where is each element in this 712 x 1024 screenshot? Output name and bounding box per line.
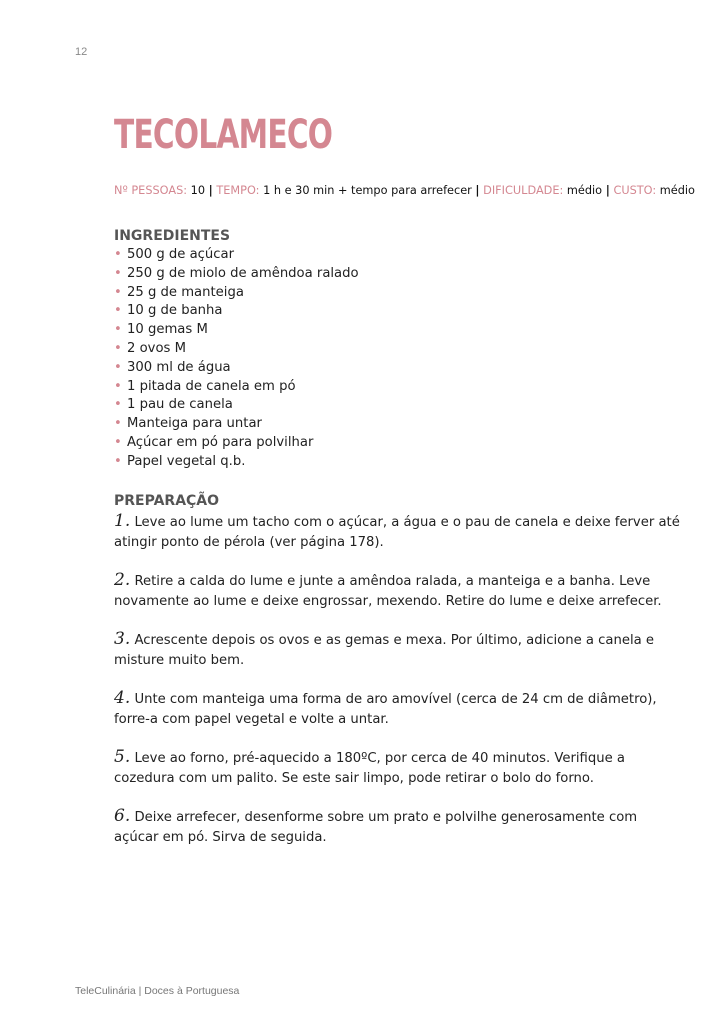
ingredient-text: 1 pitada de canela em pó (127, 378, 296, 394)
footer: TeleCulinária | Doces à Portuguesa (75, 985, 240, 997)
cost-value: médio (659, 184, 695, 197)
step-number: 2. (114, 569, 131, 590)
difficulty-value: médio (566, 184, 603, 197)
step-text: Unte com manteiga uma forma de aro amovível (cerca de 24 cm de diâmetro), forre-a com papel vegetal e volte a untar. (114, 691, 657, 727)
ingredient-text: Papel vegetal q.b. (127, 453, 246, 469)
ingredient-item (114, 302, 684, 321)
ingredient-text: Manteiga para untar (127, 416, 262, 432)
page-number: 12 (75, 46, 88, 58)
bullet-icon: • (114, 284, 122, 300)
step-text: Acrescente depois os ovos e as gemas e mexa. Por último, adicione a canela e misture muito bem. (114, 632, 655, 668)
ingredient-item (114, 359, 684, 378)
recipe-meta (114, 184, 695, 197)
bullet-icon: • (114, 453, 122, 469)
step-number: 4. (114, 687, 131, 708)
ingredients-list (114, 246, 684, 472)
step-text: Deixe arrefecer, desenforme sobre um prato e polvilhe generosamente com açúcar em pó. Sirva de seguida. (114, 809, 638, 845)
step-text: Retire a calda do lume e junte a amêndoa ralada, a manteiga e a banha. Leve novamente ao lume e deixe engrossar, mexendo. Retire do lume e deixe arrefecer. (114, 573, 662, 609)
preparation-heading: PREPARAÇÃO (114, 492, 220, 509)
recipe-title: TECOLAMECO (114, 112, 333, 158)
recipe-content (114, 112, 695, 865)
meta-separator: | (208, 184, 213, 197)
ingredient-text: 300 ml de água (127, 359, 231, 375)
ingredient-item (114, 246, 684, 265)
meta-separator: | (605, 184, 610, 197)
step-text: Leve ao forno, pré-aquecido a 180ºC, por cerca de 40 minutos. Verifique a cozedura com um palito. Se este sair limpo, pode retirar o bolo do forno. (114, 750, 625, 786)
bullet-icon: • (114, 378, 122, 394)
preparation-step (114, 806, 684, 848)
ingredient-text: 25 g de manteiga (127, 284, 244, 300)
ingredient-text: 1 pau de canela (127, 397, 233, 413)
bullet-icon: • (114, 340, 122, 356)
ingredient-text: 250 g de miolo de amêndoa ralado (127, 265, 359, 281)
servings-value: 10 (190, 184, 206, 197)
time-value: 1 h e 30 min + tempo para arrefecer (263, 184, 472, 197)
bullet-icon: • (114, 416, 122, 432)
ingredients-section (114, 227, 684, 472)
ingredient-item (114, 396, 684, 415)
step-number: 5. (114, 746, 131, 767)
bullet-icon: • (114, 247, 122, 262)
ingredient-item (114, 265, 684, 284)
ingredient-item (114, 340, 684, 359)
ingredient-text: 500 g de açúcar (127, 247, 235, 262)
bullet-icon: • (114, 359, 122, 375)
preparation-step (114, 747, 684, 789)
meta-separator: | (475, 184, 480, 197)
ingredient-item (114, 378, 684, 397)
preparation-step (114, 688, 684, 730)
step-text: Leve ao lume um tacho com o açúcar, a água e o pau de canela e deixe ferver até atingir ponto de pérola (ver página 178). (114, 514, 680, 550)
bullet-icon: • (114, 265, 122, 281)
preparation-step (114, 511, 684, 553)
ingredient-text: 10 g de banha (127, 303, 223, 319)
ingredient-item (114, 434, 684, 453)
step-number: 1. (114, 510, 131, 531)
ingredient-text: 10 gemas M (127, 322, 208, 338)
preparation-section (114, 492, 684, 848)
preparation-steps (114, 511, 684, 848)
difficulty-label: DIFICULDADE: (483, 184, 564, 197)
step-number: 3. (114, 628, 131, 649)
ingredients-heading: INGREDIENTES (114, 228, 231, 244)
bullet-icon: • (114, 303, 122, 319)
bullet-icon: • (114, 322, 122, 338)
bullet-icon: • (114, 434, 122, 450)
preparation-step (114, 629, 684, 671)
ingredient-text: 2 ovos M (127, 340, 186, 356)
ingredient-item (114, 321, 684, 340)
time-label: TEMPO: (216, 184, 260, 197)
bullet-icon: • (114, 397, 122, 413)
cost-label: CUSTO: (613, 184, 657, 197)
ingredient-item (114, 453, 684, 472)
servings-label: Nº PESSOAS: (114, 184, 188, 197)
ingredient-item (114, 284, 684, 303)
preparation-step (114, 570, 684, 612)
step-number: 6. (114, 805, 131, 826)
ingredient-text: Açúcar em pó para polvilhar (127, 434, 314, 450)
ingredient-item (114, 415, 684, 434)
